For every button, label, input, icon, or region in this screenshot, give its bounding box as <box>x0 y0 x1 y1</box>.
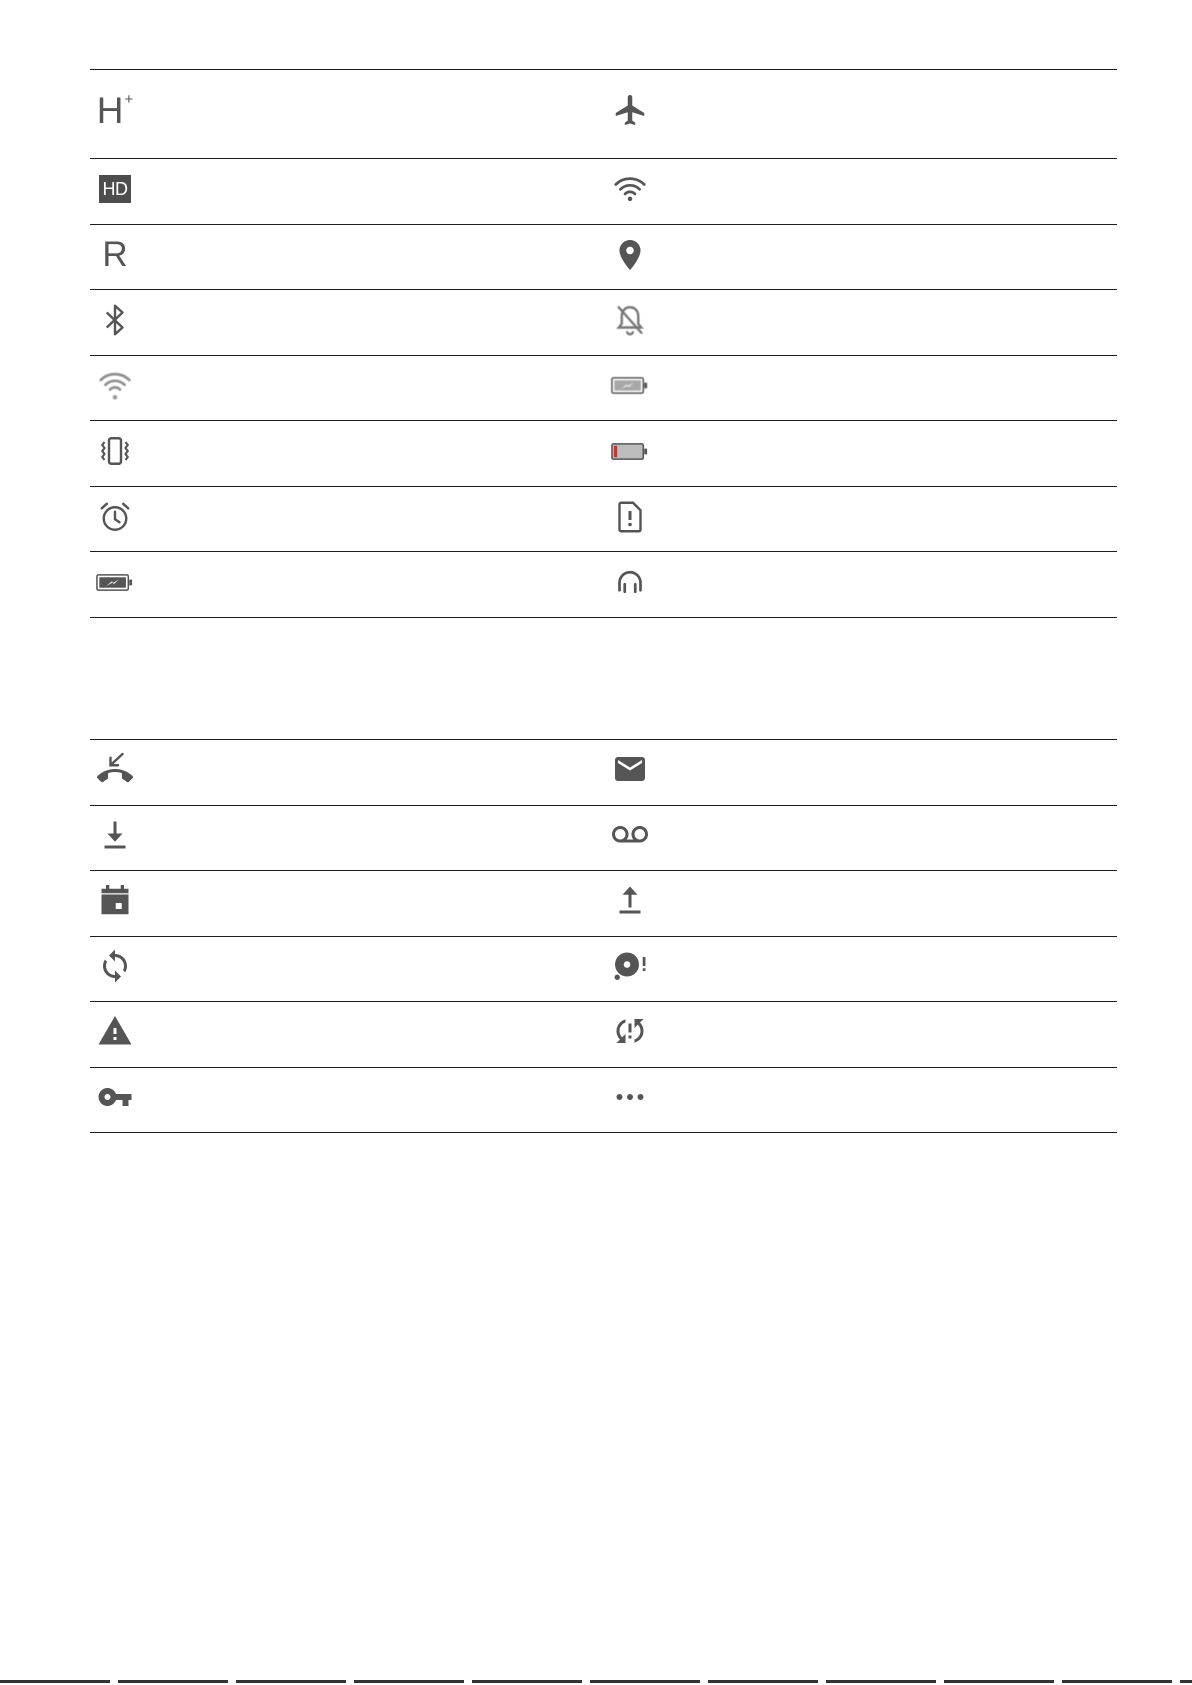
upload-graphic <box>612 882 648 918</box>
table-cell <box>605 421 1117 486</box>
table-row <box>90 552 1117 618</box>
storage-alert-icon <box>610 946 650 986</box>
table-cell <box>90 70 605 158</box>
table-cell <box>90 159 605 224</box>
vpn-key-graphic <box>97 1079 133 1115</box>
table-cell <box>90 356 605 421</box>
hd-call-icon <box>95 169 135 209</box>
table-cell <box>90 552 605 617</box>
status-icons-table <box>90 69 1117 618</box>
table-cell <box>90 871 605 936</box>
table-row <box>90 356 1117 422</box>
table-cell <box>90 421 605 486</box>
email-graphic <box>612 751 648 787</box>
email-icon <box>610 749 650 789</box>
location-pin-icon <box>610 235 650 275</box>
table-cell <box>605 487 1117 552</box>
table-cell <box>605 871 1117 936</box>
table-cell <box>605 740 1117 805</box>
table-row <box>90 70 1117 159</box>
table-cell <box>90 290 605 355</box>
bluetooth-graphic <box>97 302 133 338</box>
hspa-glyph: H <box>96 89 124 131</box>
vibrate-graphic <box>97 433 133 469</box>
wifi-icon <box>610 169 650 209</box>
battery-charging-icon <box>610 366 650 406</box>
table-cell <box>605 290 1117 355</box>
calendar-event-icon <box>95 880 135 920</box>
location-pin-graphic <box>612 237 648 273</box>
voicemail-icon <box>610 815 650 855</box>
sim-card-alert-icon <box>610 497 650 537</box>
headphones-graphic <box>612 564 648 600</box>
hspa-plus-superscript: + <box>124 91 134 108</box>
battery-charging-graphic <box>611 376 649 395</box>
table-cell <box>90 1002 605 1067</box>
table-cell <box>90 487 605 552</box>
sync-error-icon <box>610 1011 650 1051</box>
table-cell <box>605 552 1117 617</box>
sync-icon <box>95 946 135 986</box>
more-dots-icon <box>610 1077 650 1117</box>
table-cell <box>90 225 605 290</box>
table-row <box>90 871 1117 937</box>
warning-icon <box>95 1011 135 1051</box>
vpn-key-icon <box>95 1077 135 1117</box>
table-row <box>90 159 1117 225</box>
airplane-graphic <box>612 92 648 128</box>
alarm-clock-graphic <box>97 499 133 535</box>
sim-card-alert-graphic <box>612 499 648 535</box>
missed-call-graphic <box>97 751 133 787</box>
missed-call-icon <box>95 749 135 789</box>
table-cell <box>605 937 1117 1002</box>
headphones-icon <box>610 562 650 602</box>
roaming-glyph: R <box>102 235 128 274</box>
upload-icon <box>610 880 650 920</box>
sync-error-graphic <box>612 1013 648 1049</box>
battery-low-icon <box>610 431 650 471</box>
voicemail-graphic <box>612 817 648 853</box>
wifi-graphic <box>612 171 648 207</box>
page-bottom-edge <box>0 1680 1192 1683</box>
roaming-icon <box>95 235 135 275</box>
table-row <box>90 1002 1117 1068</box>
wifi-weak-graphic <box>97 368 133 404</box>
table-cell <box>90 1068 605 1133</box>
table-row <box>90 290 1117 356</box>
battery-low-graphic <box>611 442 649 461</box>
table-cell <box>605 356 1117 421</box>
table-row <box>90 421 1117 487</box>
sync-graphic <box>97 948 133 984</box>
wifi-weak-icon <box>95 366 135 406</box>
download-icon <box>95 815 135 855</box>
airplane-icon <box>610 90 650 130</box>
download-graphic <box>97 817 133 853</box>
vibrate-icon <box>95 431 135 471</box>
storage-alert-graphic <box>612 948 648 984</box>
table-row <box>90 1068 1117 1134</box>
table-cell <box>605 70 1117 158</box>
table-cell <box>605 159 1117 224</box>
table-row <box>90 487 1117 553</box>
battery-full-charging-icon <box>95 562 135 602</box>
more-dots-graphic <box>612 1079 648 1115</box>
warning-graphic <box>97 1013 133 1049</box>
table-cell <box>90 937 605 1002</box>
table-cell <box>605 806 1117 871</box>
alarm-clock-icon <box>95 497 135 537</box>
battery-full-charging-graphic <box>96 573 134 592</box>
calendar-event-graphic <box>97 882 133 918</box>
bell-off-icon <box>610 300 650 340</box>
notification-icons-table <box>90 739 1117 1133</box>
table-cell <box>605 1002 1117 1067</box>
table-row <box>90 806 1117 872</box>
table-row <box>90 225 1117 291</box>
table-cell <box>90 806 605 871</box>
table-cell <box>605 225 1117 290</box>
hd-badge-label: HD <box>99 175 131 203</box>
hspa-plus-icon <box>95 90 135 130</box>
table-cell <box>90 740 605 805</box>
table-row <box>90 937 1117 1003</box>
table-cell <box>605 1068 1117 1133</box>
table-row <box>90 740 1117 806</box>
bluetooth-icon <box>95 300 135 340</box>
bell-off-graphic <box>612 302 648 338</box>
